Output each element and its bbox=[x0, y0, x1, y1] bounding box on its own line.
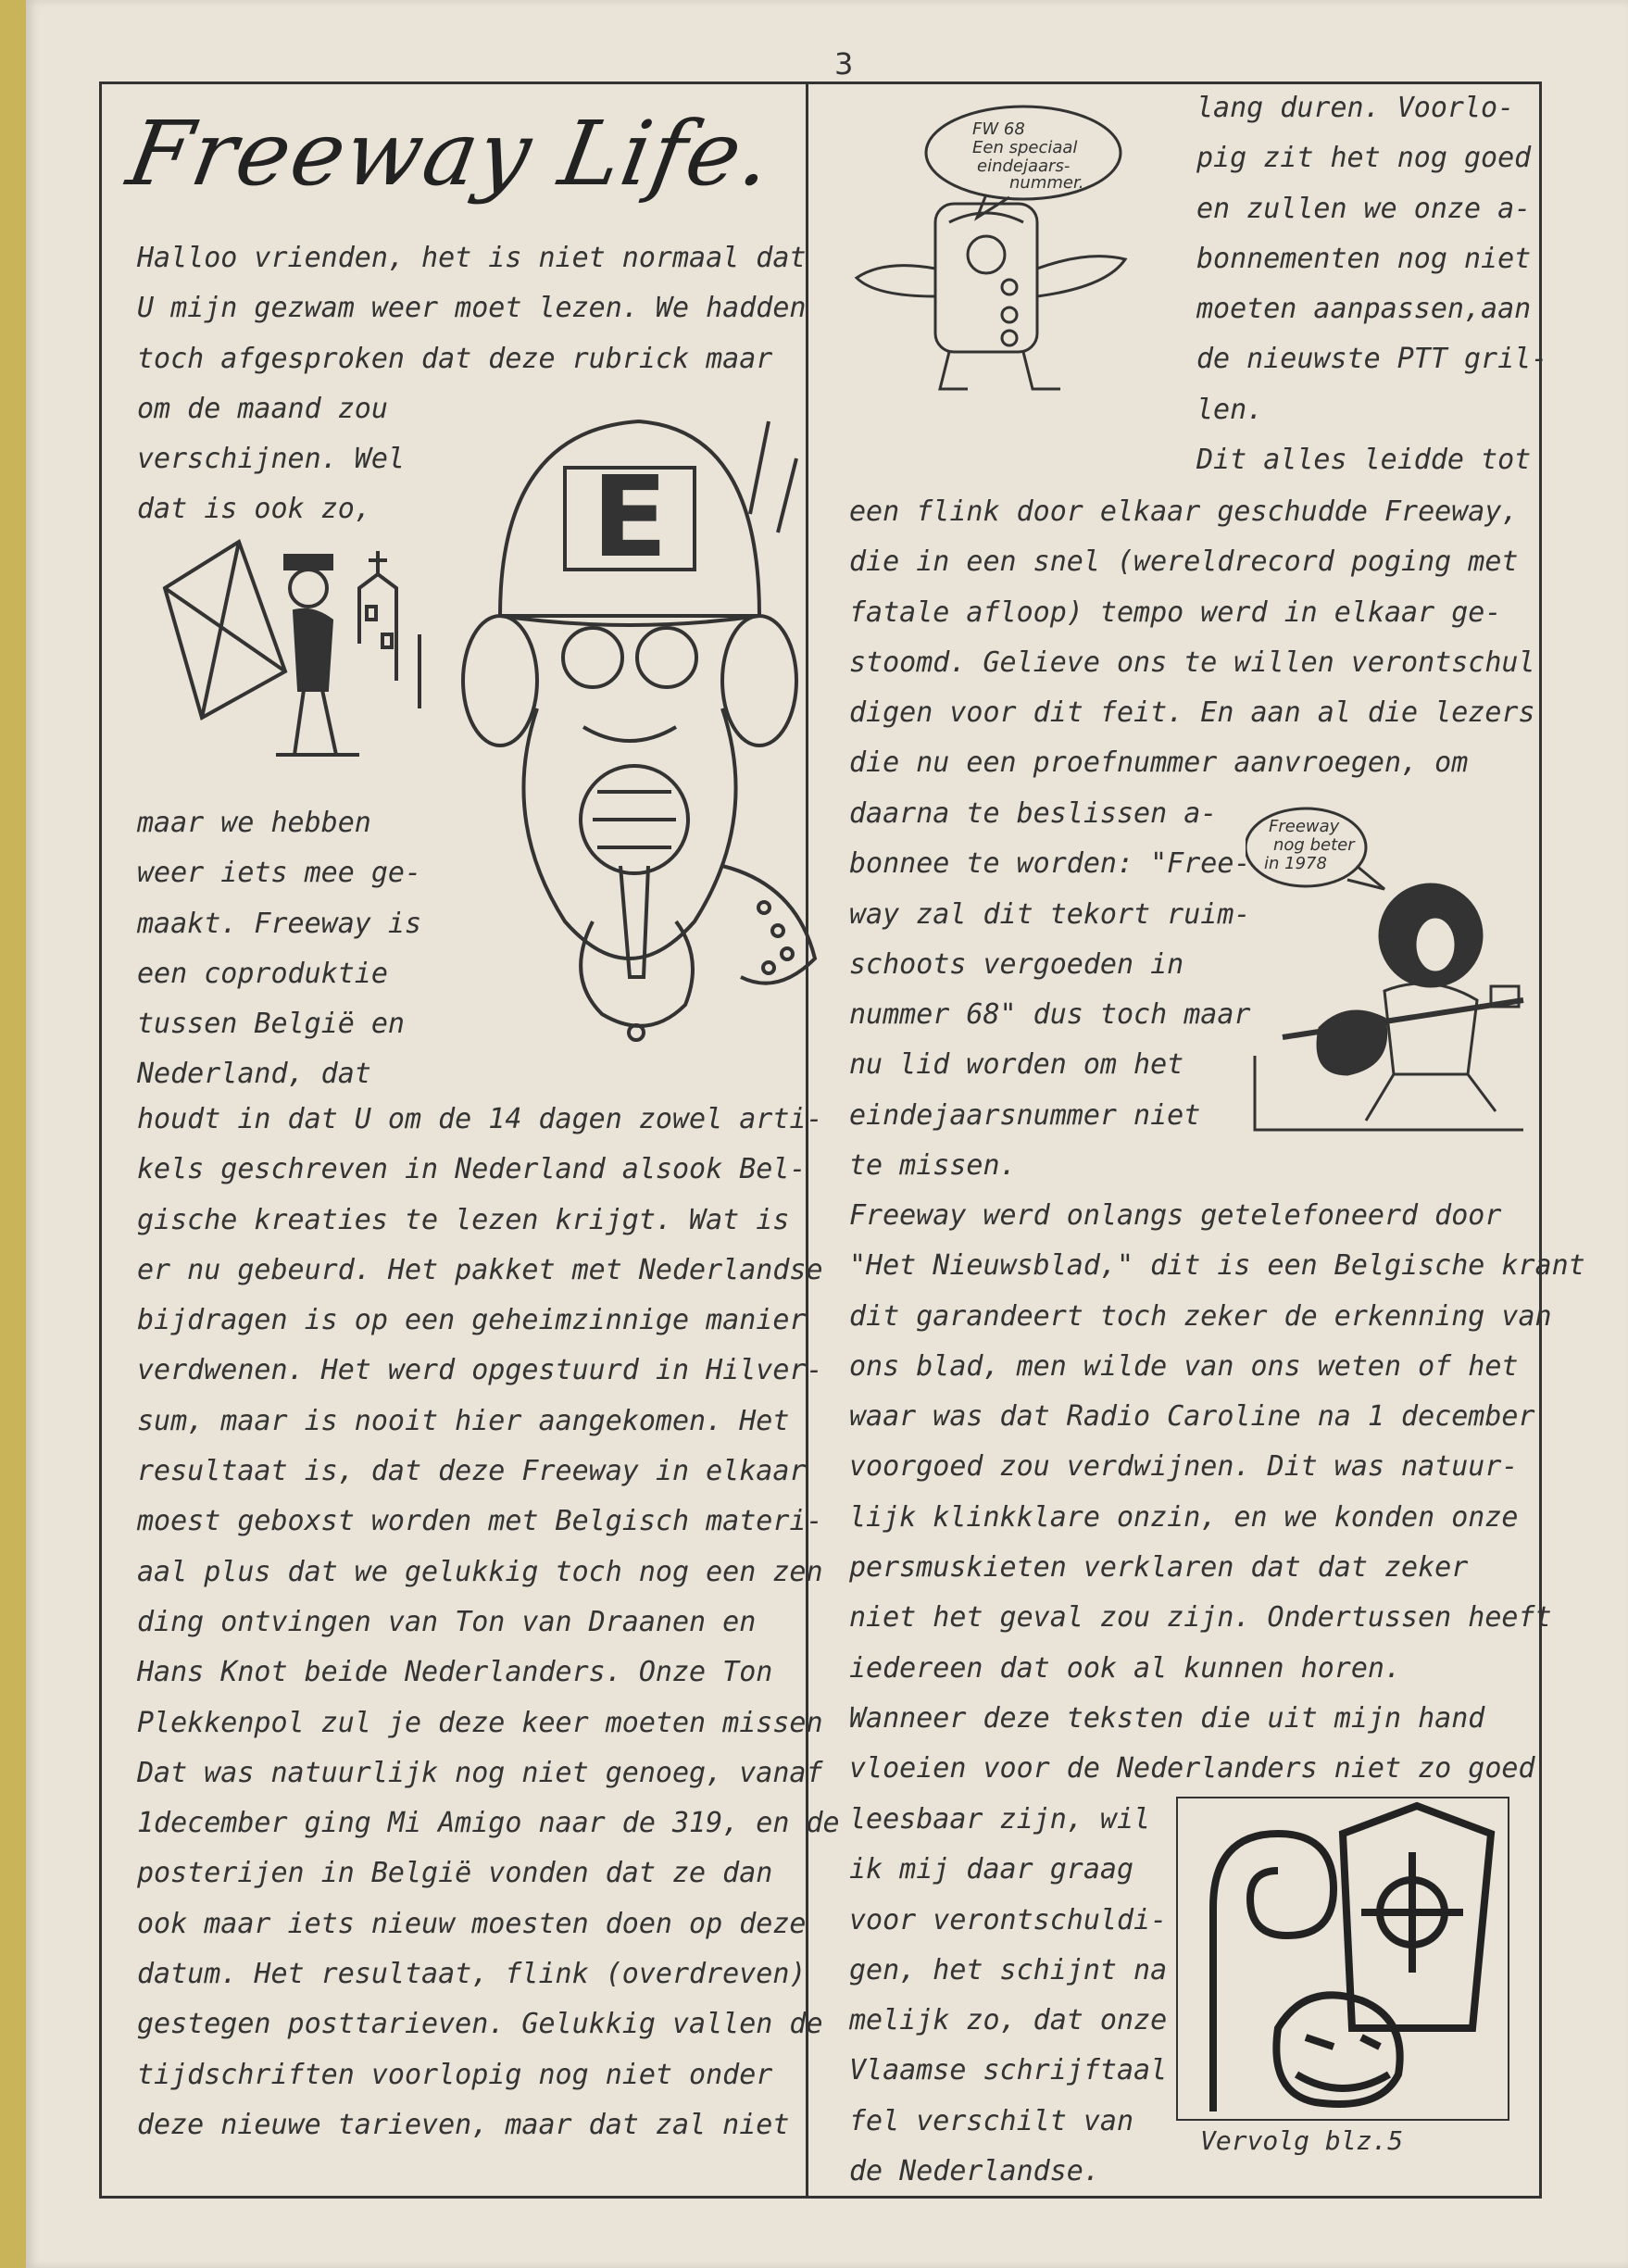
right-column-body-2 bbox=[849, 1191, 1585, 1795]
text-line: melijk zo, dat onze bbox=[849, 2004, 1168, 2037]
text-line: fatale afloop) tempo werd in elkaar ge- bbox=[849, 595, 1502, 629]
text-line: fel verschilt van bbox=[849, 2104, 1134, 2137]
text-line: leesbaar zijn, wil bbox=[849, 1803, 1151, 1836]
text-line: tijdschriften voorlopig nog niet onder bbox=[137, 2058, 773, 2091]
text-line: ons blad, men wilde van ons weten of het bbox=[849, 1349, 1519, 1383]
bubble-line: Freeway bbox=[1269, 817, 1340, 836]
text-line: Wanneer deze teksten die uit mijn hand bbox=[849, 1701, 1485, 1735]
text-line: Vlaamse schrijftaal bbox=[849, 2054, 1168, 2087]
text-line: die nu een proefnummer aanvroegen, om bbox=[849, 746, 1469, 780]
santa-bubble-illustration bbox=[847, 102, 1153, 407]
text-line: voorgoed zou verdwijnen. Dit was natuur- bbox=[849, 1450, 1519, 1484]
text-line: de Nederlandse. bbox=[849, 2155, 1100, 2188]
bubble-line: eindejaars- bbox=[977, 157, 1071, 176]
text-line: nu lid worden om het bbox=[849, 1048, 1184, 1082]
hat-letter: E bbox=[592, 454, 668, 583]
text-line: maar we hebben bbox=[137, 807, 371, 839]
left-column-body bbox=[137, 1095, 840, 2150]
text-line: digen voor dit feit. En aan al die lezers bbox=[849, 696, 1535, 730]
page-number: 3 bbox=[834, 46, 854, 81]
continued-note: Vervolg blz.5 bbox=[1200, 2125, 1404, 2156]
text-line: bonnementen nog niet bbox=[1196, 242, 1532, 275]
postman-illustration bbox=[146, 533, 433, 769]
text-line: verschijnen. Wel bbox=[137, 443, 405, 476]
text-line: en zullen we onze a- bbox=[1196, 192, 1532, 225]
bubble-line: nog beter bbox=[1273, 835, 1355, 855]
right-column-body-1 bbox=[849, 487, 1535, 789]
text-line: dat is ook zo, bbox=[137, 493, 371, 526]
text-line: len. bbox=[1196, 393, 1264, 426]
text-line: toch afgesproken dat deze rubrick maar bbox=[137, 342, 773, 375]
text-line: een coproduktie bbox=[137, 957, 388, 990]
text-line: ding ontvingen van Ton van Draanen en bbox=[137, 1605, 757, 1638]
text-line: resultaat is, dat deze Freeway in elkaar bbox=[137, 1455, 807, 1488]
guitarist-bubble-illustration bbox=[1246, 796, 1533, 1139]
bishop-woodcut-illustration bbox=[1176, 1797, 1509, 2121]
text-line: verdwenen. Het werd opgestuurd in Hilver- bbox=[137, 1354, 823, 1387]
text-line: bonnee te worden: "Free- bbox=[849, 847, 1251, 881]
text-line: aal plus dat we gelukkig toch nog een zen bbox=[137, 1555, 823, 1588]
text-line: Freeway werd onlangs getelefoneerd door bbox=[849, 1199, 1502, 1232]
text-line: nummer 68" dus toch maar bbox=[849, 998, 1251, 1032]
text-line: pig zit het nog goed bbox=[1196, 142, 1532, 175]
text-line: way zal dit tekort ruim- bbox=[849, 897, 1251, 931]
text-line: niet het geval zou zijn. Ondertussen heeft bbox=[849, 1601, 1552, 1635]
text-line: vloeien voor de Nederlanders niet zo goed bbox=[849, 1752, 1535, 1786]
text-line: stoomd. Gelieve ons te willen verontschul bbox=[849, 645, 1535, 679]
santa-dj-illustration bbox=[445, 403, 833, 1051]
left-column-middle bbox=[137, 798, 421, 1100]
text-line: de nieuwste PTT gril- bbox=[1196, 343, 1548, 376]
text-line: voor verontschuldi- bbox=[849, 1903, 1168, 1936]
right-column-middle bbox=[849, 789, 1250, 1191]
text-line: Halloo vrienden, het is niet normaal dat bbox=[137, 242, 807, 274]
text-line: kels geschreven in Nederland alsook Bel- bbox=[137, 1153, 807, 1186]
text-line: gische kreaties te lezen krijgt. Wat is bbox=[137, 1203, 790, 1236]
text-line: houdt in dat U om de 14 dagen zowel arti- bbox=[137, 1103, 823, 1135]
text-line: Dit alles leidde tot bbox=[1196, 444, 1532, 477]
text-line: eindejaarsnummer niet bbox=[849, 1098, 1201, 1132]
text-line: er nu gebeurd. Het pakket met Nederlandse bbox=[137, 1253, 823, 1286]
text-line: die in een snel (wereldrecord poging met bbox=[849, 545, 1519, 579]
text-line: waar was dat Radio Caroline na 1 december bbox=[849, 1400, 1535, 1434]
text-line: daarna te beslissen a- bbox=[849, 797, 1218, 830]
text-line: 1december ging Mi Amigo naar de 319, en de bbox=[137, 1807, 840, 1840]
text-line: moeten aanpassen,aan bbox=[1196, 293, 1532, 326]
text-line: gen, het schijnt na bbox=[849, 1953, 1168, 1986]
text-line: iedereen dat ook al kunnen horen. bbox=[849, 1651, 1402, 1685]
bubble-line: FW 68 bbox=[972, 119, 1025, 139]
text-line: een flink door elkaar geschudde Freeway, bbox=[849, 495, 1519, 528]
text-line: Nederland, dat bbox=[137, 1058, 371, 1091]
text-line: gestegen posttarieven. Gelukkig vallen de bbox=[137, 2008, 823, 2041]
text-line: Hans Knot beide Nederlanders. Onze Ton bbox=[137, 1656, 773, 1689]
text-line: maakt. Freeway is bbox=[137, 907, 422, 940]
svg-text:FW 68 Een speciaal ein bbox=[972, 119, 1083, 193]
text-line: datum. Het resultaat, flink (overdreven) bbox=[137, 1958, 807, 1991]
text-line: U mijn gezwam weer moet lezen. We hadden bbox=[137, 292, 807, 325]
text-line: tussen België en bbox=[137, 1008, 405, 1041]
bubble-line: Een speciaal bbox=[972, 138, 1078, 157]
svg-text:Freeway nog beter in 1 bbox=[1264, 817, 1359, 873]
text-line: "Het Nieuwsblad," dit is een Belgische krant bbox=[849, 1249, 1585, 1283]
text-line: weer iets mee ge- bbox=[137, 857, 422, 890]
text-line: dit garandeert toch zeker de erkenning van bbox=[849, 1299, 1552, 1333]
text-line: deze nieuwe tarieven, maar dat zal niet bbox=[137, 2108, 790, 2141]
bubble-line: nummer. bbox=[1009, 173, 1084, 193]
bubble-line: in 1978 bbox=[1264, 854, 1327, 873]
text-line: te missen. bbox=[849, 1149, 1017, 1183]
text-line: posterijen in België vonden dat ze dan bbox=[137, 1857, 773, 1890]
text-line: om de maand zou bbox=[137, 392, 388, 425]
text-line: Dat was natuurlijk nog niet genoeg, vanaf bbox=[137, 1756, 823, 1789]
text-line: ook maar iets nieuw moesten doen op deze bbox=[137, 1907, 807, 1940]
text-line: sum, maar is nooit hier aangekomen. Het bbox=[137, 1404, 790, 1437]
text-line: moest geboxst worden met Belgisch materi- bbox=[137, 1505, 823, 1538]
page-title: Freeway Life. bbox=[120, 102, 782, 206]
right-column-intro bbox=[1196, 83, 1547, 485]
text-line: lang duren. Voorlo- bbox=[1196, 92, 1515, 124]
text-line: bijdragen is op een geheimzinnige manier bbox=[137, 1304, 807, 1337]
text-line: ik mij daar graag bbox=[849, 1853, 1134, 1886]
text-line: schoots vergoeden in bbox=[849, 947, 1184, 981]
text-line: Plekkenpol zul je deze keer moeten missen bbox=[137, 1706, 823, 1739]
text-line: persmuskieten verklaren dat dat zeker bbox=[849, 1551, 1469, 1585]
text-line: lijk klinkklare onzin, en we konden onze bbox=[849, 1500, 1519, 1534]
right-column-closing bbox=[849, 1795, 1167, 2197]
